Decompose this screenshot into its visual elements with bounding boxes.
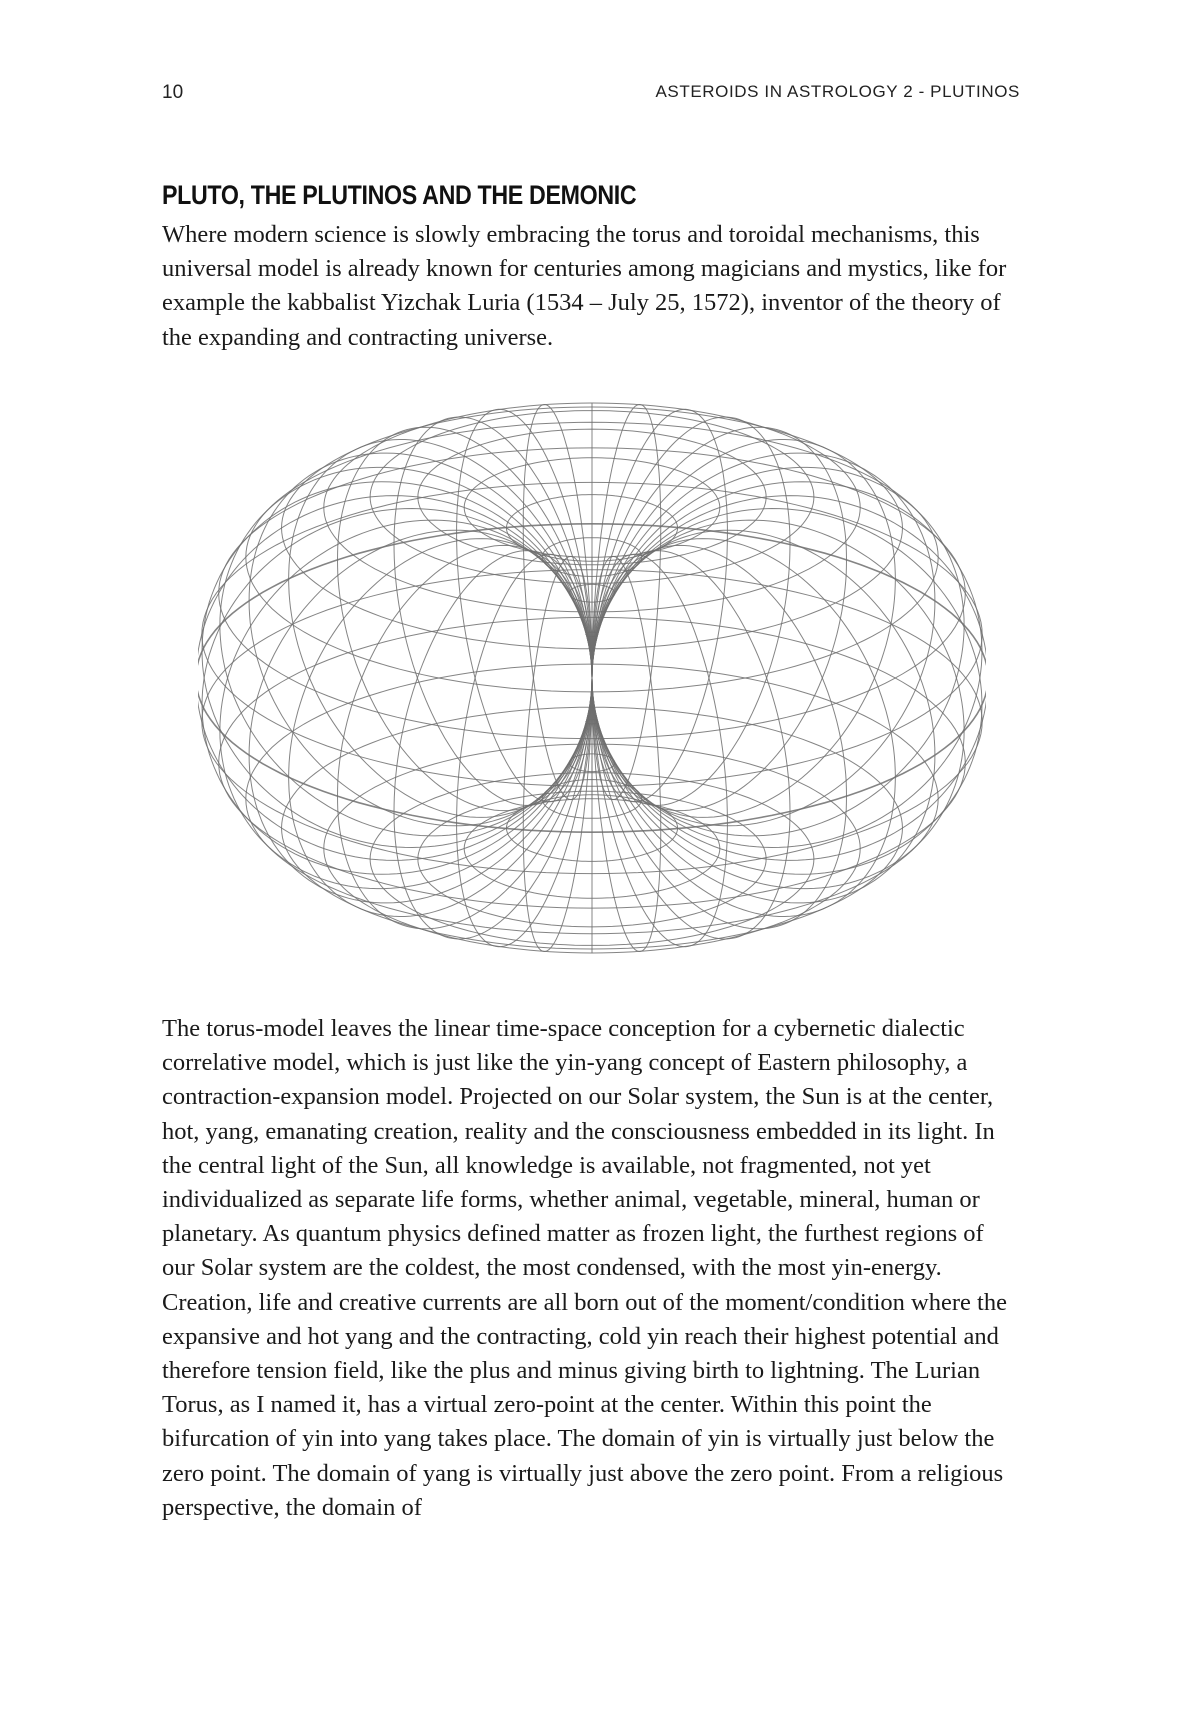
torus-longitude-line bbox=[592, 545, 847, 928]
torus-wireframe-icon bbox=[198, 392, 986, 976]
section-title: PLUTO, THE PLUTINOS AND THE DEMONIC bbox=[162, 180, 637, 210]
torus-longitude-line bbox=[592, 427, 847, 810]
intro-paragraph: Where modern science is slowly embracing the torus and toroidal mechanisms, this universal model is already known for centuries among magicians and mystics, like for example the kabbalist Yizchak Luria (1534 – July 25, 1572), inventor of the theory of the expanding and contracting universe. bbox=[162, 221, 1007, 351]
torus-figure bbox=[198, 392, 986, 976]
running-title: ASTEROIDS IN ASTROLOGY 2 - PLUTINOS bbox=[655, 82, 1020, 101]
page-header bbox=[162, 82, 1020, 112]
torus-longitude-line bbox=[338, 545, 593, 928]
page-number: 10 bbox=[162, 82, 184, 103]
body-paragraph: The torus-model leaves the linear time-space conception for a cybernetic dialectic correlative model, which is just like the yin-yang concept of Eastern philosophy, a contraction-expansion model. Projected on our Solar system, the Sun is at the center, hot, yang, emanating creation, reality and the consciousness embedded in its light. In the central light of the Sun, all knowledge is available, not fragmented, not yet individualized as separate life forms, whether animal, vegetable, mineral, human or planetary. As quantum physics defined matter as frozen light, the furthest regions of our Solar system are the coldest, the most condensed, with the most yin-energy. Creation, life and creative currents are all born out of the moment/condition where the expansive and hot yang and the contracting, cold yin reach their highest potential and therefore tension field, like the plus and minus giving birth to lightning. The Lurian Torus, as I named it, has a virtual zero-point at the center. Within this point the bifurcation of yin into yang takes place. The domain of yin is virtually just below the zero point. The domain of yang is virtually just above the zero point. From a religious perspective, the domain of bbox=[162, 1015, 1007, 1521]
torus-longitude-line bbox=[338, 427, 593, 810]
